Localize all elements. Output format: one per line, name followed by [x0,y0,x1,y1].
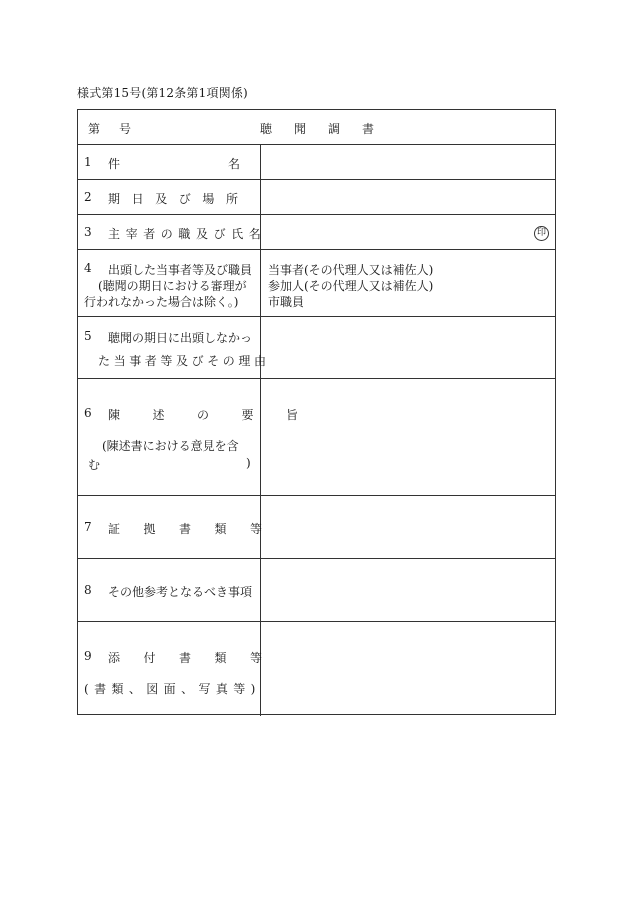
row-number: 1 [84,155,92,169]
row-absentees [78,317,555,379]
presider-field[interactable] [261,215,555,249]
row-case-name [78,145,555,180]
row-sub-line: ) [246,456,251,470]
attachments-field[interactable] [261,622,555,716]
row-number: 7 [84,520,92,534]
row-label-line: 出頭した当事者等及び職員 [108,263,253,277]
row-number: 2 [84,190,92,204]
row-label: 期日及び場所 [108,192,250,206]
evidence-field[interactable] [261,496,555,558]
absentees-field[interactable] [261,317,555,378]
row-sub-line: (書類、図面、写真等) [84,682,261,696]
row-sub-line: (陳述書における意見を含 [102,439,239,453]
other-references-field[interactable] [261,559,555,621]
row-date-place [78,180,555,215]
document-title: 聴聞調書 [260,122,397,136]
row-label: 陳述の要旨 [108,408,331,422]
number-suffix: 号 [119,122,132,136]
row-label-line: 聴聞の期日に出頭しなかっ [108,331,253,345]
row-label: 件名 [108,157,349,171]
row-number: 6 [84,406,92,420]
case-name-field[interactable] [261,145,555,179]
attendee-line: 市職員 [268,295,305,309]
row-label: 証拠書類等 [108,522,286,536]
row-label-line: (聴聞の期日における審理が [98,279,247,293]
row-evidence [78,496,555,559]
row-other-references [78,559,555,622]
row-number: 5 [84,329,92,343]
row-number: 4 [84,261,92,275]
row-label-line: 行われなかった場合は除く。) [84,295,239,309]
seal-mark: 印 [534,226,549,241]
row-attendees [78,250,555,317]
row-statement-summary [78,379,555,496]
row-label-line: た当事者等及びその理由 [98,354,270,368]
attendees-field[interactable] [261,250,555,316]
row-attachments [78,622,555,716]
row-number: 8 [84,583,92,597]
row-presider [78,215,555,250]
attendee-line: 参加人(その代理人又は補佐人) [268,279,434,293]
statement-summary-field[interactable] [261,379,555,495]
row-label: その他参考となるべき事項 [108,585,253,599]
date-place-field[interactable] [261,180,555,214]
row-number: 9 [84,649,92,663]
row-sub-line: む [88,458,101,472]
hearing-record-form [77,109,556,715]
row-number: 3 [84,225,92,239]
header-row [78,110,555,145]
row-label: 主宰者の職及び氏名 [108,227,267,241]
number-prefix: 第 [88,122,101,136]
row-label: 添付書類等 [108,651,286,665]
attendee-line: 当事者(その代理人又は補佐人) [268,263,434,277]
form-number-label: 様式第15号(第12条第1項関係) [77,86,248,100]
